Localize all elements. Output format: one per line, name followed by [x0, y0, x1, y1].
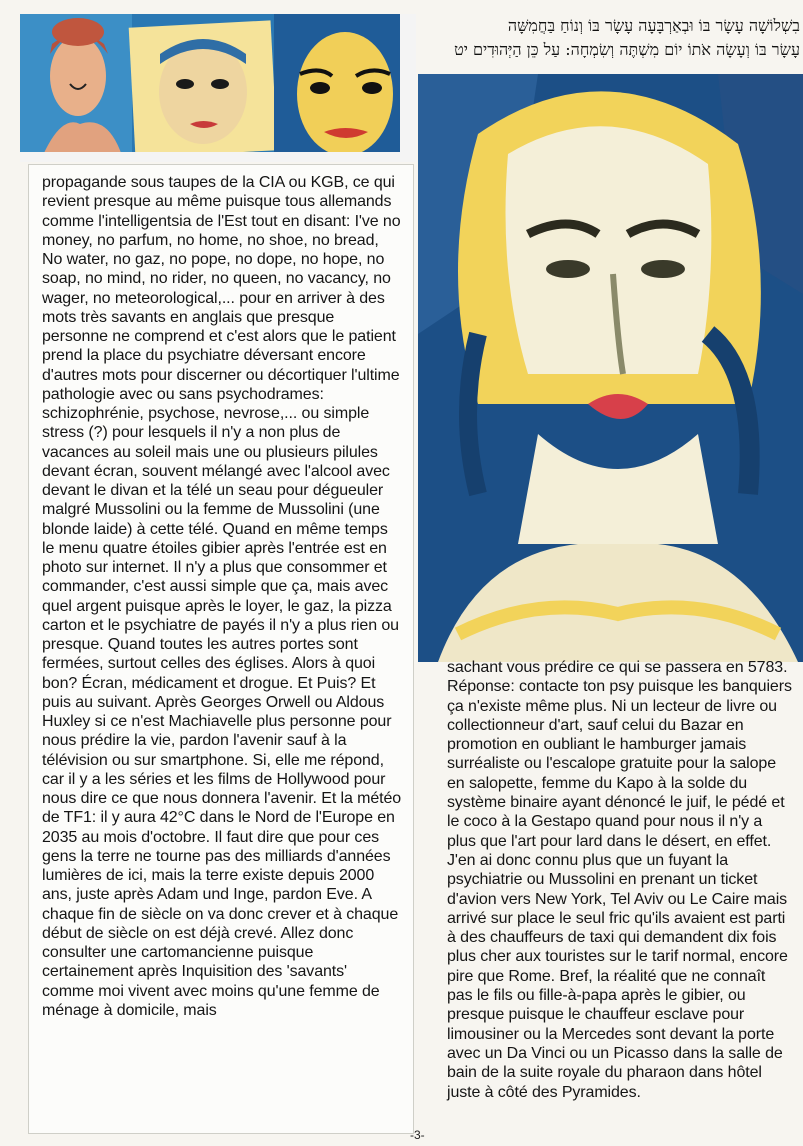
- header-painting-strip: [20, 14, 416, 162]
- left-column-text: propagande sous taupes de la CIA ou KGB, ce qui revient presque au même puisque tous allemands comme l'intelligentsia de l'Est tout en disant: I've no money, no parfum, no home, no shoe, no bread, No water, no gaz, no pope, no dope, no hope, no soap, no mind, no rider, no queen, no vacancy, no wager, no meteorological,... pour en arriver à des mots très savants en anglais que presque personne ne comprend et c'est alors que le patient prend la place du psychiatre déversant encore d'autres mots pour discerner ou décortiquer l'ultime pathologie avec ou sans psychodrames: schizophrénie, psychose, nevrose,... ou simple stress (?) pour lesquels il n'y a non plus de vacances au soleil mais une ou plusieurs pilules devant écran, souvent mélangé avec l'alcool avec devant le divan et la télé un seau pour dégueuler malgré Mussolini ou la femme de Mussolini (une blonde laide) à cette télé. Quand en même temps le menu quatre étoiles gibier après l'entrée est en photo sur internet. Il n'y a plus que consommer et commander, c'est aussi simple que ça, mais avec quel argent puisque après le loyer, le gaz, la pizza carton et le psychiatre de payés il n'y a plus rien ou presque. Quand toutes les autres portes sont fermées, surtout celles des églises. Alors à quoi bon? Écran, médicament et drogue. Et Puis? Et puis au suivant. Après Georges Orwell ou Aldous Huxley si ce n'est Machiavelle plus personne pour nous prédire la vie, pardon l'avenir sauf à la télévision ou sur smartphone. Si, elle me répond, car il y a les séries et les films de Hollywood pour nous dire ce que nous donnera l'avenir. Et la météo de TF1: il y aura 42°C dans le Nord de l'Europe en 2035 au mois d'octobre. Il faut dire que pour ces gens la terre ne tourne pas des milliards d'années lumières de ici, mais la terre existe depuis 2000 ans, juste après Adam und Inge, pardon Eve. A chaque fin de siècle on va donc crever et à chaque début de siècle on est déjà crevé. Allez donc consulter une cartomancienne puisque certainement après Inquisition des 'savants' comme moi vivent avec moins qu'une femme de ménage à domicile, mais: [42, 174, 402, 1019]
- portrait-painting: [418, 74, 803, 662]
- painted-faces-illustration: [20, 14, 416, 162]
- right-text-column: [447, 658, 793, 1138]
- yellow-face-portrait: [418, 74, 803, 662]
- right-column-text: sachant vous prédire ce qui se passera en 5783. Réponse: contacte ton psy puisque les banquiers ça n'existe même plus. Ni un lecteur de livre ou collectionneur d'art, sauf celui du Bazar en promotion en oubliant le hamburger jamais surréaliste ou l'escalope gratuite pour la salope en salopette, femme du Kapo à la solde du système binaire ayant dénoncé le juif, le pédé et le coco à la Gestapo quand pour nous il n'y a plus que l'art pour lard dans le désert, en effet. J'en ai donc connu plus que un fuyant la psychiatrie ou Mussolini en prenant un ticket d'avion vers New York, Tel Aviv ou Le Caire mais arrivé sur place le seul fric qu'ils avaient est parti à des chauffeurs de taxi qui demandent dix fois plus cher aux touristes sur le tarif normal, encore pire que Rome. Bref, la réalité que ne connaît pas le fils ou fille-à-papa après le gibier, ou presque puisque le chauffeur esclave pour limousiner ou la Mercedes sont devant la porte avec un Da Vinci ou un Picasso dans la salle de bain de la suite royale du pharaon dans hôtel juste à côté des Pyramides.: [447, 659, 792, 1101]
- hebrew-line-1: בִשְׁלוֹשָׁה עָשָׂר בּוֹ וּבְאַרְבָּעָה עָשָׂר בּוֹ וְנוֹחַ בַּחֲמִשָּׁה: [507, 16, 800, 35]
- hebrew-verse: [420, 14, 800, 72]
- hebrew-line-2: עָשָׂר בּוֹ וְעָשָׂה אֹתוֹ יוֹם מִשְׁתֶּה וְשִׂמְחָה: עַל כֵּן הַיְּהוּדִים יט: [454, 40, 800, 59]
- left-text-column: [28, 164, 414, 1134]
- page-number: -3-: [410, 1128, 425, 1142]
